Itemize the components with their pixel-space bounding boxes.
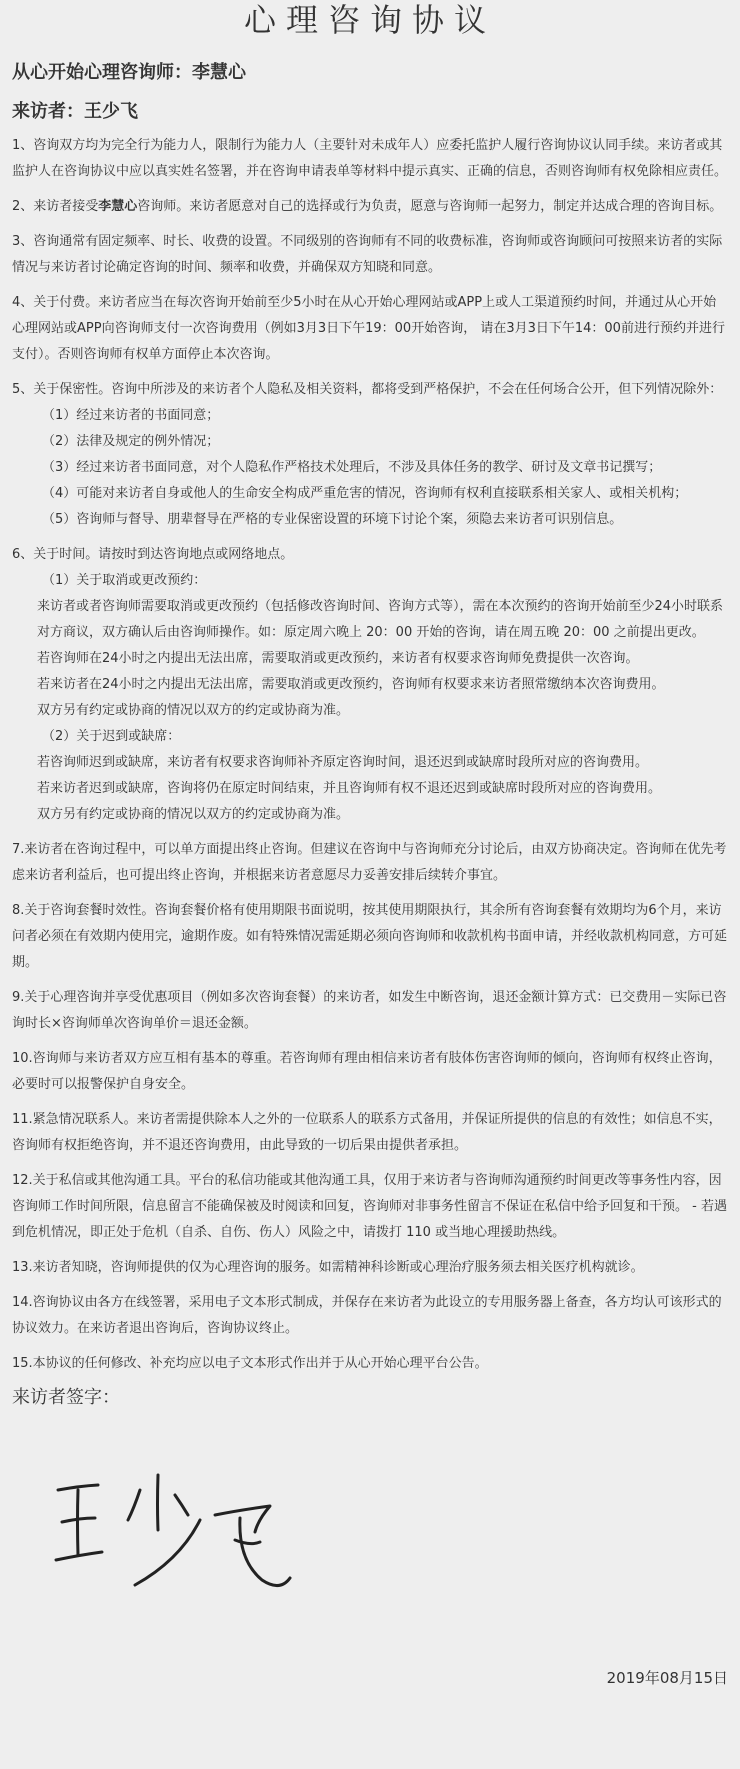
clause-5-item: （4）可能对来访者自身或他人的生命安全构成严重危害的情况，咨询师有权利直接联系相关家人、或相关机构； — [42, 486, 688, 501]
clause-6-sub1-line — [12, 594, 728, 646]
visitor-line: 来访者：王少飞 — [12, 101, 138, 122]
clause-12: 12.关于私信或其他沟通工具。平台的私信功能或其他沟通工具，仅用于来访者与咨询师沟通预约时间更改等事务性内容，因咨询师工作时间所限，信息留言不能确保被及时阅读和回复，咨询师对非事务性留言不保证在私信中给予回复和干预。 - 若遇到危机情况，即正处于危机（自杀、自伤、伤人）风险之中，请拨打 110 或当地心理援助热线。 — [12, 1173, 727, 1240]
clause-6-sub1-line: 若咨询师在24小时之内提出无法出席，需要取消或更改预约，来访者有权要求咨询师免费提供一次咨询。 — [37, 651, 639, 666]
clause-6-sub1-line-text: 来访者或者咨询师需要取消或更改预约（包括修改咨询时间、咨询方式等），需在本次预约的咨询开始前至少24小时联系对方商议，双方确认后由咨询师操作。如：原定周六晚上 20：00 开始的咨询，请在周五晚 20：00 之前提出更改。 — [37, 599, 724, 640]
clause-6-sub2-title: （2）关于迟到或缺席： — [42, 729, 181, 744]
clause-6-sub2-line: 若来访者迟到或缺席，咨询将仍在原定时间结束，并且咨询师有权不退还迟到或缺席时段所对应的咨询费用。 — [37, 781, 662, 796]
clause-5 — [12, 377, 728, 533]
clause-2-counselor-name: 李慧心 — [98, 199, 138, 214]
clause-15: 15.本协议的任何修改、补充均应以电子文本形式作出并于从心开始心理平台公告。 — [12, 1356, 488, 1371]
clause-5-text: 5、关于保密性。咨询中所涉及的来访者个人隐私及相关资料，都将受到严格保护，不会在任何场合公开，但下列情况除外： — [12, 382, 723, 397]
clause-7: 7.来访者在咨询过程中，可以单方面提出终止咨询。但建议在咨询中与咨询师充分讨论后，由双方协商决定。咨询师在优先考虑来访者利益后，也可提出终止咨询，并根据来访者意愿尽力妥善安排后续转介事宜。 — [12, 842, 727, 883]
clause-5-item: （5）咨询师与督导、朋辈督导在严格的专业保密设置的环境下讨论个案，须隐去来访者可识别信息。 — [42, 512, 623, 527]
clause-6 — [12, 542, 728, 828]
clause-2-text-b: 咨询师。来访者愿意对自己的选择或行为负责，愿意与咨询师一起努力，制定并达成合理的咨询目标。 — [137, 199, 723, 214]
clause-13: 13.来访者知晓，咨询师提供的仅为心理咨询的服务。如需精神科诊断或心理治疗服务须去相关医疗机构就诊。 — [12, 1260, 644, 1275]
counselor-line: 从心开始心理咨询师：李慧心 — [12, 62, 246, 83]
clause-6-sub1-line: 双方另有约定或协商的情况以双方的约定或协商为准。 — [37, 703, 350, 718]
clause-4: 4、关于付费。来访者应当在每次咨询开始前至少5小时在从心开始心理网站或APP上或人工渠道预约时间，并通过从心开始心理网站或APP向咨询师支付一次咨询费用（例如3月3日下午19：00开始咨询， 请在3月3日下午14：00前进行预约并进行支付）。否则咨询师有权单方面停止本次咨询。 — [12, 295, 725, 362]
clause-9: 9.关于心理咨询并享受优惠项目（例如多次咨询套餐）的来访者，如发生中断咨询，退还金额计算方式：已交费用－实际已咨询时长×咨询师单次咨询单价＝退还金额。 — [12, 990, 727, 1031]
clause-5-item: （1）经过来访者的书面同意； — [42, 408, 220, 423]
clause-11: 11.紧急情况联系人。来访者需提供除本人之外的一位联系人的联系方式备用，并保证所提供的信息的有效性；如信息不实，咨询师有权拒绝咨询，并不退还咨询费用，由此导致的一切后果由提供者承担。 — [12, 1112, 722, 1153]
clause-6-text: 6、关于时间。请按时到达咨询地点或网络地点。 — [12, 547, 294, 562]
page-title: 心理咨询协议 — [243, 1, 496, 39]
handwritten-signature — [40, 1460, 320, 1614]
clause-2-text-a: 2、来访者接受 — [12, 199, 99, 214]
signature-drawing — [40, 1460, 320, 1610]
clause-2 — [12, 194, 728, 220]
agreement-body — [12, 133, 728, 1386]
clause-5-item: （3）经过来访者书面同意，对个人隐私作严格技术处理后，不涉及具体任务的教学、研讨及文章书记撰写； — [42, 460, 662, 475]
clause-1: 1、咨询双方均为完全行为能力人，限制行为能力人（主要针对未成年人）应委托监护人履行咨询协议认同手续。来访者或其监护人在咨询协议中应以真实姓名签署，并在咨询申请表单等材料中提示真实、正确的信息，否则咨询师有权免除相应责任。 — [12, 138, 728, 179]
signature-date: 2019年08月15日 — [606, 1669, 728, 1687]
clause-6-sub2-line: 双方另有约定或协商的情况以双方的约定或协商为准。 — [37, 807, 350, 822]
clause-6-sub2-line: 若咨询师迟到或缺席，来访者有权要求咨询师补齐原定咨询时间，退还迟到或缺席时段所对应的咨询费用。 — [37, 755, 649, 770]
clause-6-sub1-line: 若来访者在24小时之内提出无法出席，需要取消或更改预约，咨询师有权要求来访者照常缴纳本次咨询费用。 — [37, 677, 665, 692]
clause-10: 10.咨询师与来访者双方应互相有基本的尊重。若咨询师有理由相信来访者有肢体伤害咨询师的倾向，咨询师有权终止咨询，必要时可以报警保护自身安全。 — [12, 1051, 722, 1092]
signature-label: 来访者签字： — [12, 1387, 120, 1408]
clause-8: 8.关于咨询套餐时效性。咨询套餐价格有使用期限书面说明，按其使用期限执行，其余所有咨询套餐有效期均为6个月，来访问者必须在有效期内使用完，逾期作废。如有特殊情况需延期必须向咨询师和收款机构书面申请，并经收款机构同意，方可延期。 — [12, 903, 728, 970]
clause-5-item: （2）法律及规定的例外情况； — [42, 434, 220, 449]
clause-14: 14.咨询协议由各方在线签署，采用电子文本形式制成，并保存在来访者为此设立的专用服务器上备查，各方均认可该形式的协议效力。在来访者退出咨询后，咨询协议终止。 — [12, 1295, 722, 1336]
clause-3: 3、咨询通常有固定频率、时长、收费的设置。不同级别的咨询师有不同的收费标准，咨询师或咨询顾问可按照来访者的实际情况与来访者讨论确定咨询的时间、频率和收费，并确保双方知晓和同意。 — [12, 234, 723, 275]
clause-6-sub1-title: （1）关于取消或更改预约： — [42, 573, 207, 588]
